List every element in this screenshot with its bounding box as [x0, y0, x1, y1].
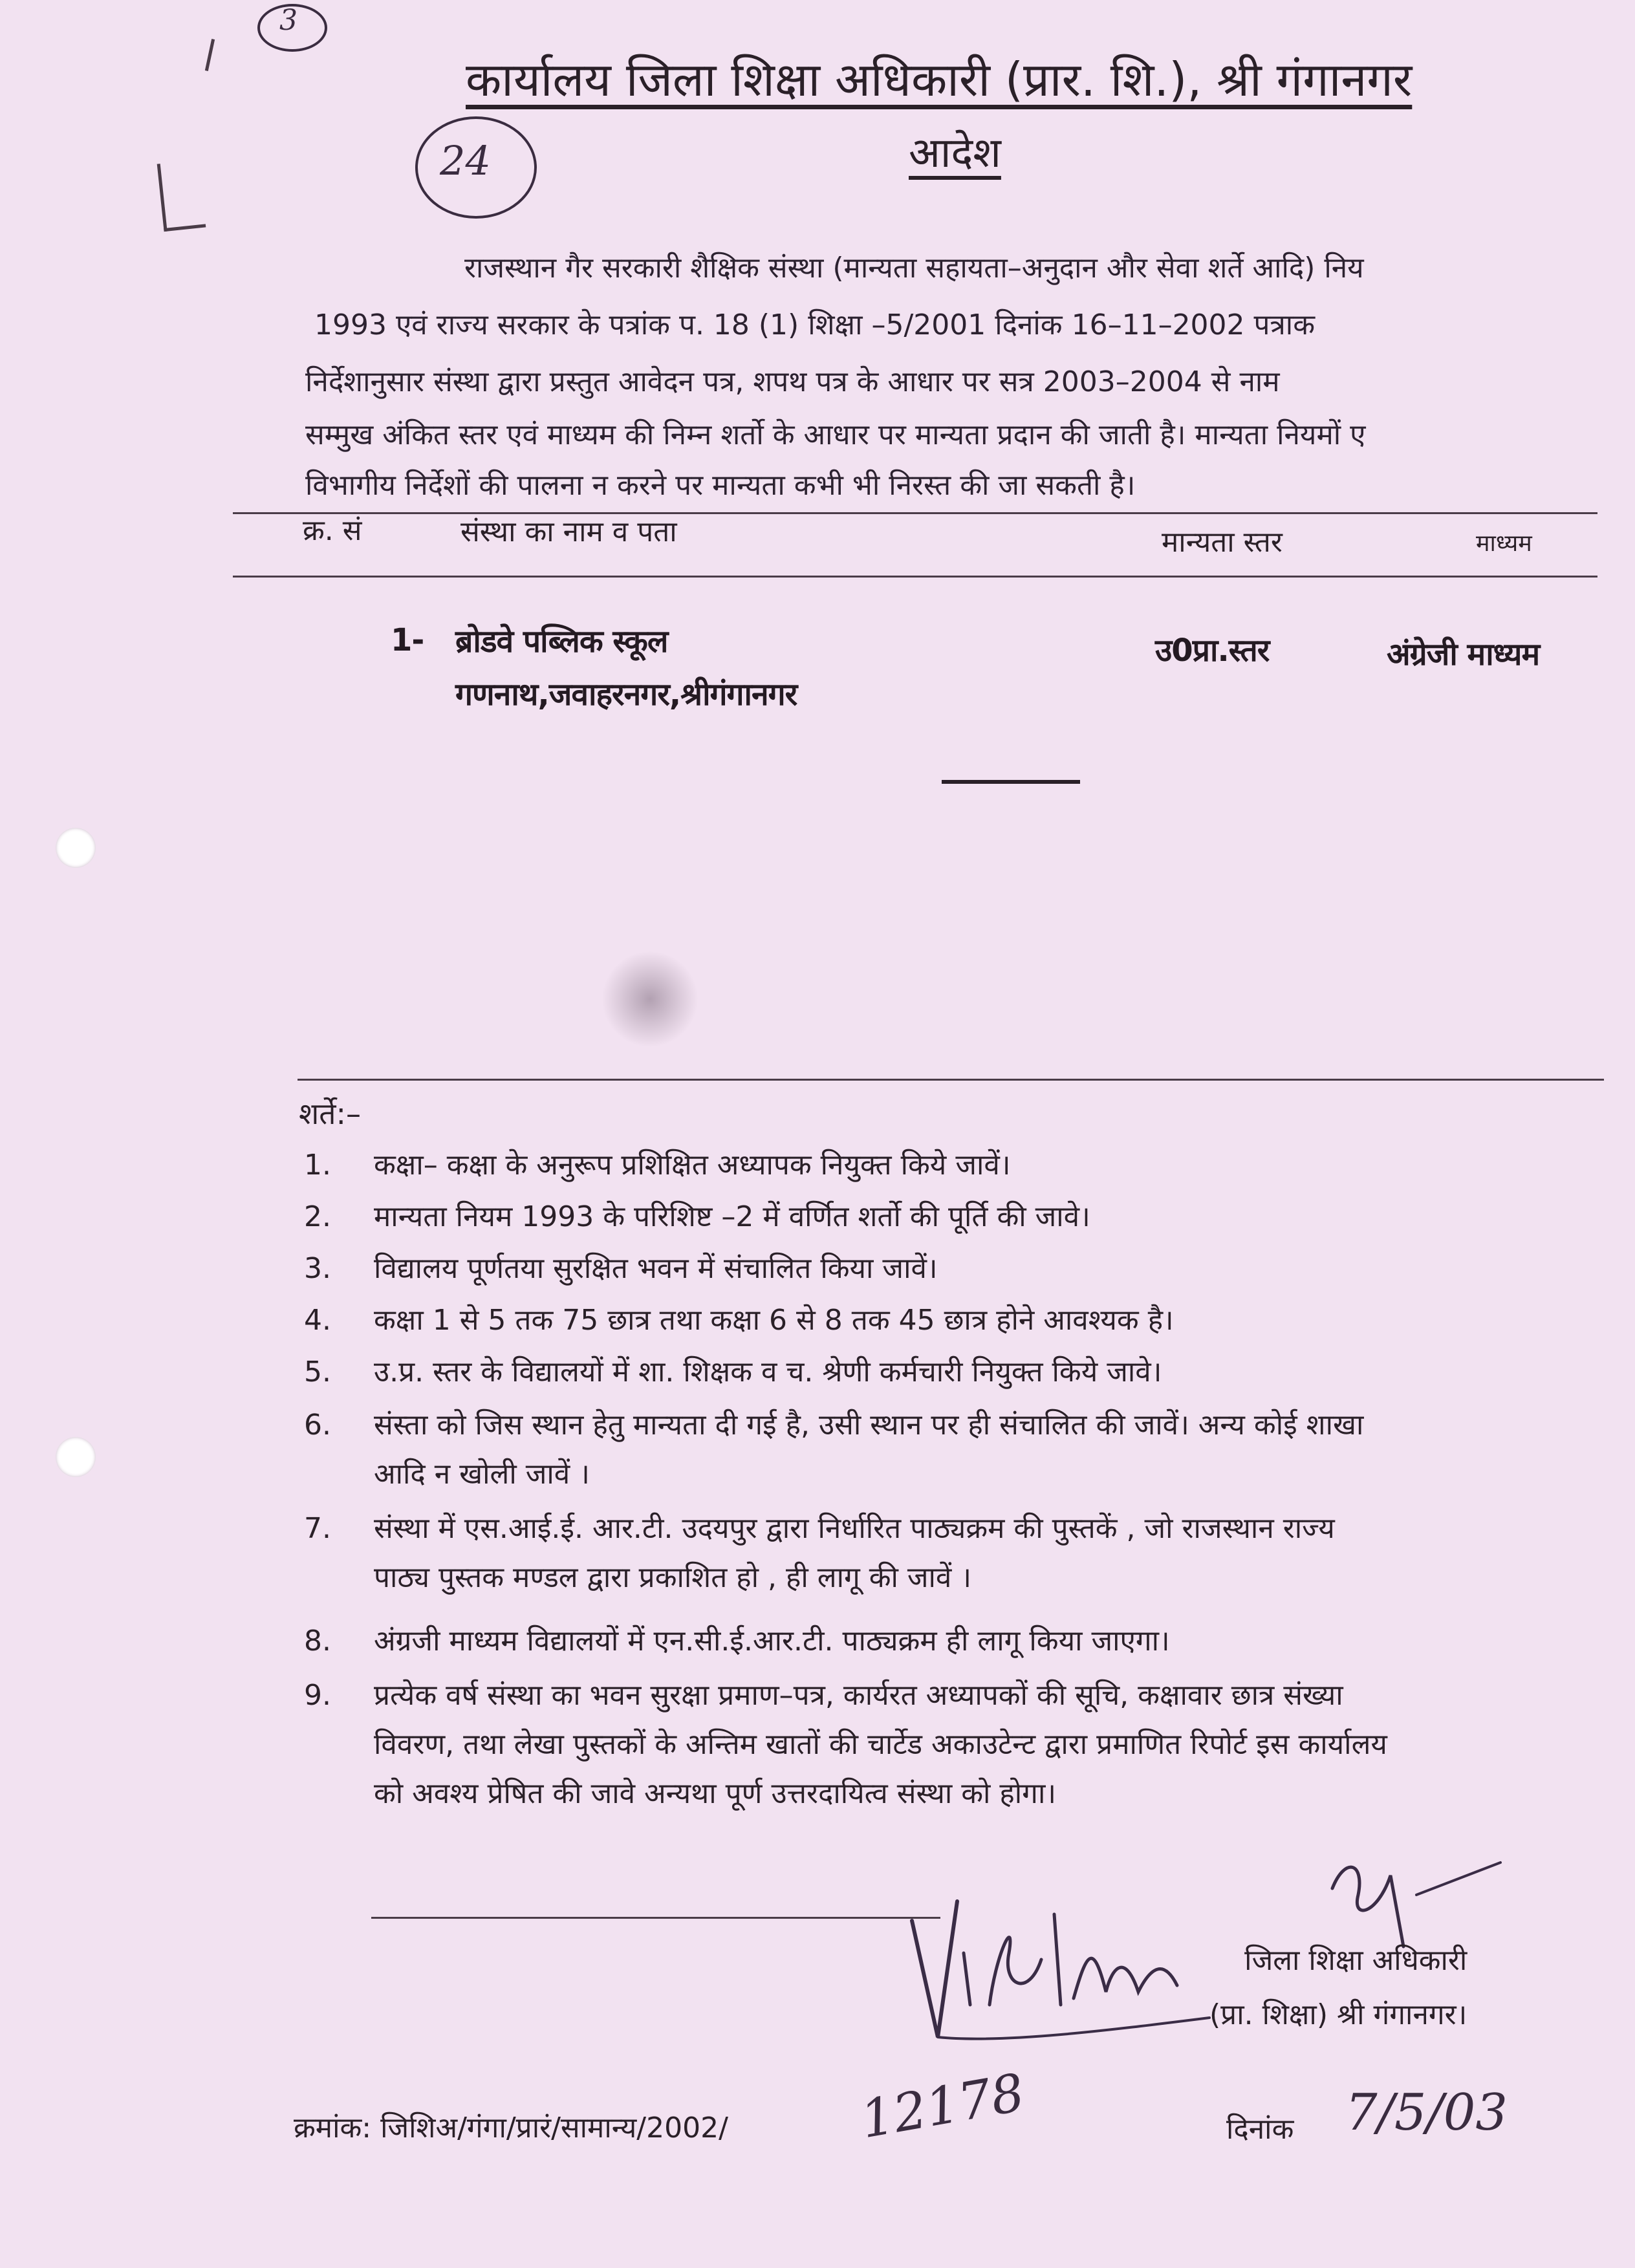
condition-number: 9.: [304, 1679, 331, 1712]
margin-bracket-mark: [157, 160, 206, 232]
condition-text: संस्ता को जिस स्थान हेतु मान्यता दी गई है, उसी स्थान पर ही संचालित की जावें। अन्य कोई शाखा आदि न खोली जावें ।: [374, 1409, 1364, 1491]
signatory-line-2: (प्रा. शिक्षा) श्री गंगानगर।: [1209, 1998, 1467, 2031]
date-handwritten: 7/5/03: [1345, 2084, 1508, 2142]
condition-number: 7.: [304, 1512, 331, 1545]
intro-line-3: निर्देशानुसार संस्था द्वारा प्रस्तुत आवेदन पत्र, शपथ पत्र के आधार पर सत्र 2003–2004 से नाम: [305, 365, 1280, 398]
condition-text: विद्यालय पूर्णतया सुरक्षित भवन में संचालित किया जावें।: [374, 1252, 938, 1285]
condition-text: प्रत्येक वर्ष संस्था का भवन सुरक्षा प्रमाण–पत्र, कार्यरत अध्यापकों की सूचि, कक्षावार छात्र संख्या विवरण, तथा लेखा पुस्तकों के अन्तिम खातों की चार्टेड अकाउटेन्ट द्वारा प्रमाणित रिपोर्ट इस कार्यालय को अवश्य प्रेषित की जावे अन्यथा पूर्ण उत्तरदायित्व संस्था को होगा।: [374, 1679, 1387, 1810]
condition-number: 5.: [304, 1355, 331, 1388]
condition-text: कक्षा 1 से 5 तक 75 छात्र तथा कक्षा 6 से 8 तक 45 छात्र होने आवश्यक है।: [374, 1304, 1174, 1337]
punch-hole-top: [56, 828, 96, 868]
condition-text: मान्यता नियम 1993 के परिशिष्ट –2 में वर्णित शर्तो की पूर्ति की जावे।: [374, 1200, 1090, 1233]
column-header-medium: माध्यम: [1476, 530, 1532, 557]
signature-rule: [371, 1917, 940, 1919]
date-label: दिनांक: [1226, 2113, 1294, 2146]
corner-mark-text: 3: [279, 4, 298, 37]
condition-text: अंग्रजी माध्यम विद्यालयों में एन.सी.ई.आर.टी. पाठ्यक्रम ही लागू किया जाएगा।: [374, 1625, 1170, 1658]
row-name-line-2: गणनाथ,जवाहरनगर,श्रीगंगानगर: [455, 676, 797, 713]
condition-number: 6.: [304, 1409, 331, 1442]
intro-line-4: सम्मुख अंकित स्तर एवं माध्यम की निम्न शर्तो के आधार पर मान्यता प्रदान की जाती है। मान्यता नियमों ए: [305, 418, 1366, 451]
condition-text: कक्षा– कक्षा के अनुरूप प्रशिक्षित अध्यापक नियुक्त किये जावें।: [374, 1149, 1011, 1182]
column-header-name: संस्था का नाम व पता: [460, 515, 677, 548]
signatory-designation: [1209, 1934, 1467, 2042]
condition-number: 8.: [304, 1625, 331, 1658]
row-end-dash: [942, 780, 1080, 784]
margin-tick-mark: [205, 39, 215, 71]
column-header-level: मान्यता स्तर: [1162, 526, 1283, 559]
row-medium: अंग्रेजी माध्यम: [1387, 636, 1540, 673]
punch-hole-bottom: [56, 1437, 96, 1477]
order-title: आदेश: [909, 129, 1001, 177]
condition-number: 1.: [304, 1149, 331, 1182]
reference-number-label: क्रमांक: जिशिअ/गंगा/प्रारं/सामान्य/2002/: [294, 2111, 728, 2144]
row-level: उ0प्रा.स्तर: [1155, 632, 1270, 669]
row-sno: 1-: [391, 622, 424, 658]
condition-number: 2.: [304, 1200, 331, 1233]
table-header-rule: [233, 576, 1597, 578]
intro-line-1: राजस्थान गैर सरकारी शैक्षिक संस्था (मान्यता सहायता–अनुदान और सेवा शर्ते आदि) निय: [464, 252, 1364, 285]
circled-number-text: 24: [440, 137, 491, 184]
condition-text: उ.प्र. स्तर के विद्यालयों में शा. शिक्षक व च. श्रेणी कर्मचारी नियुक्त किये जावे।: [374, 1355, 1162, 1388]
row-name-line-1: ब्रोडवे पब्लिक स्कूल: [455, 623, 668, 660]
table-top-rule: [233, 512, 1597, 514]
conditions-title: शर्ते:–: [299, 1096, 361, 1131]
handwritten-signature: [899, 1875, 1235, 2082]
condition-number: 3.: [304, 1252, 331, 1285]
condition-number: 4.: [304, 1304, 331, 1337]
reference-number-handwritten: 12178: [856, 2062, 1029, 2150]
signatory-line-1: जिला शिक्षा अधिकारी: [1244, 1944, 1467, 1977]
condition-text: संस्था में एस.आई.ई. आर.टी. उदयपुर द्वारा निर्धारित पाठ्यक्रम की पुस्तकें , जो राजस्थान राज्य पाठ्य पुस्तक मण्डल द्वारा प्रकाशित हो , ही लागू की जावें ।: [374, 1512, 1335, 1594]
ink-smudge: [601, 951, 698, 1048]
office-title: कार्यालय जिला शिक्षा अधिकारी (प्रार. शि.), श्री गंगानगर: [466, 52, 1413, 107]
table-bottom-rule: [298, 1079, 1604, 1081]
column-header-sno: क्र. सं: [303, 514, 362, 547]
intro-line-2: 1993 एवं राज्य सरकार के पत्रांक प. 18 (1) शिक्षा –5/2001 दिनांक 16–11–2002 पत्राक: [314, 308, 1315, 341]
intro-line-5: विभागीय निर्देशों की पालना न करने पर मान्यता कभी भी निरस्त की जा सकती है।: [305, 469, 1136, 502]
